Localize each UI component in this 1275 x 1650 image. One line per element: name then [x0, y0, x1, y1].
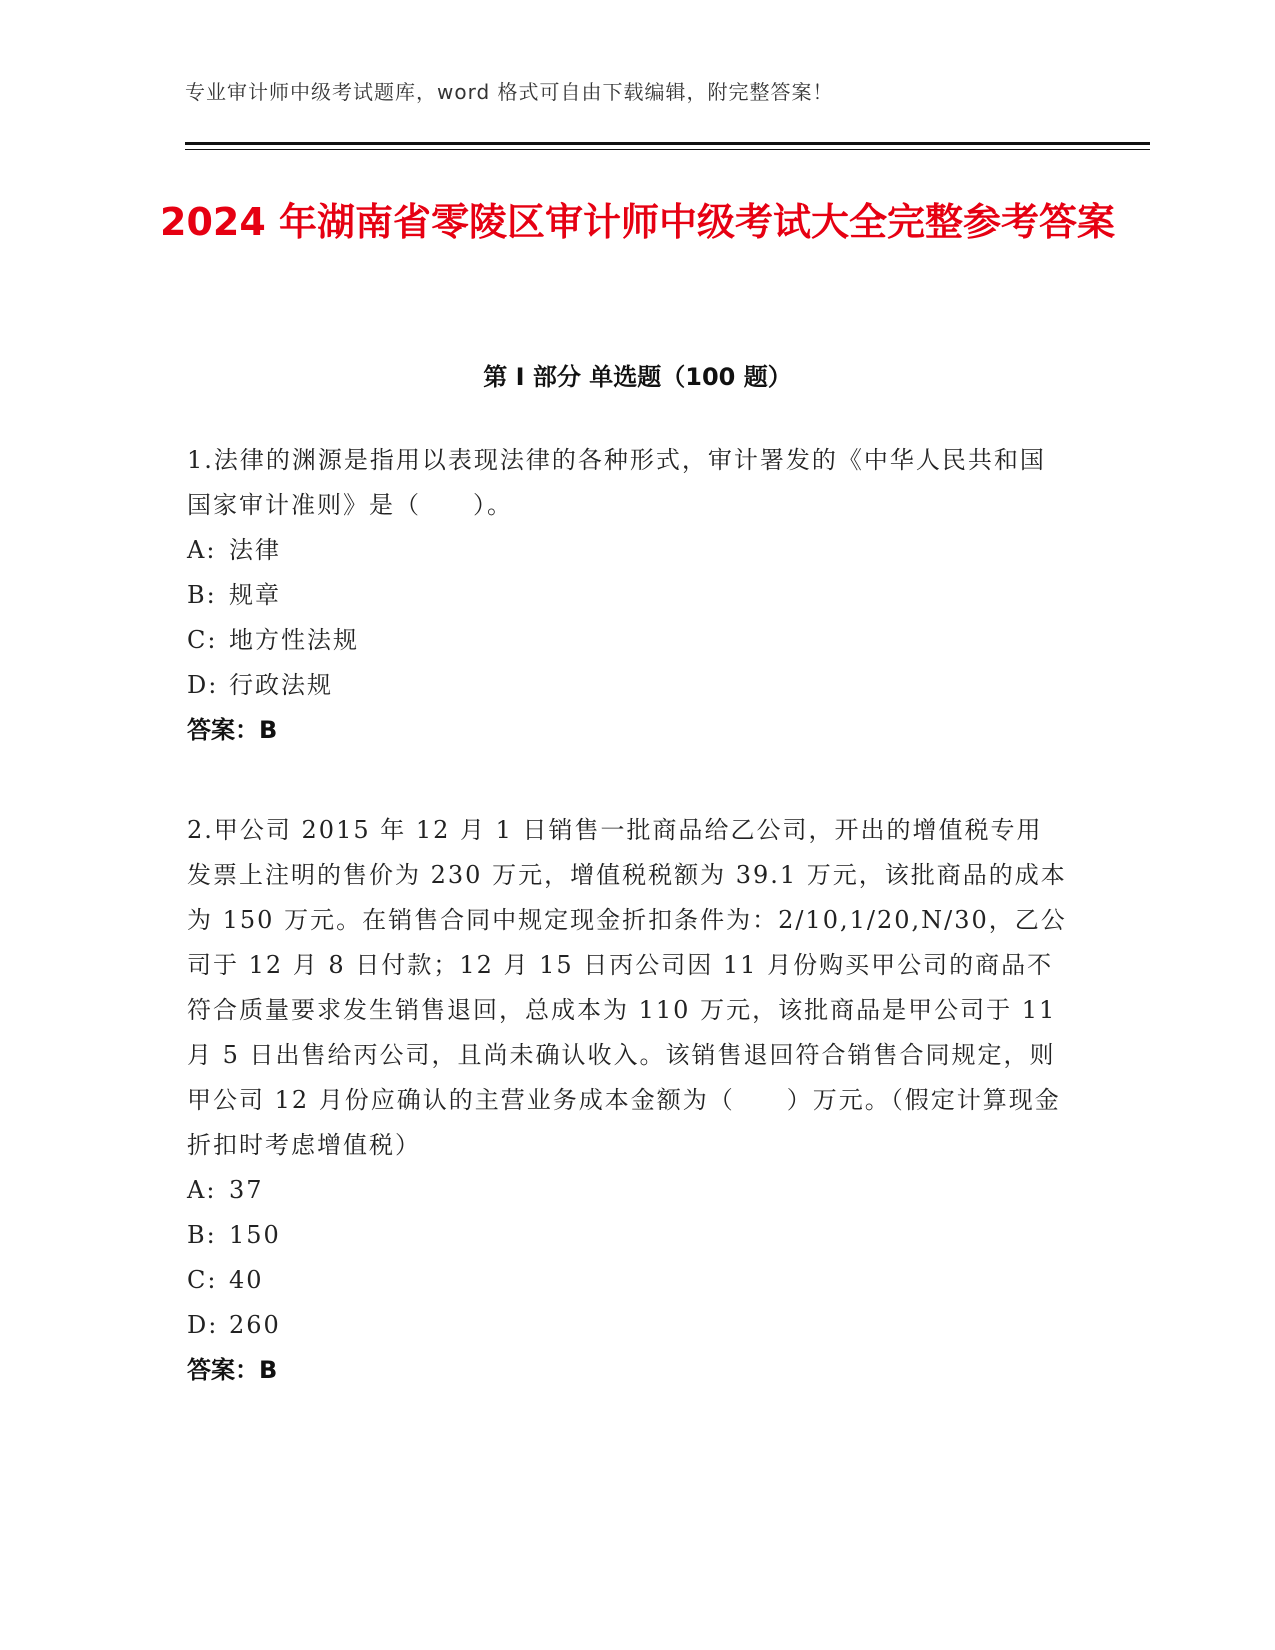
- option-a: [187, 528, 1067, 573]
- option-text: 37: [229, 1176, 264, 1204]
- option-letter: B:: [187, 581, 217, 609]
- option-letter: D:: [187, 1311, 219, 1339]
- option-c: [187, 618, 1067, 663]
- question-text: 2.甲公司 2015 年 12 月 1 日销售一批商品给乙公司，开出的增值税专用发票上注明的售价为 230 万元，增值税税额为 39.1 万元，该批商品的成本为 150 万元。在销售合同中规定现金折扣条件为：2/10,1/20,N/30，乙公司于 12 月 8 日付款；12 月 15 日丙公司因 11 月份购买甲公司的商品不符合质量要求发生销售退回，总成本为 110 万元，该批商品是甲公司于 11 月 5 日出售给丙公司，且尚未确认收入。该销售退回符合销售合同规定，则甲公司 12 月份应确认的主营业务成本金额为（ ）万元。（假定计算现金折扣时考虑增值税）: [187, 816, 1067, 1159]
- option-letter: A:: [187, 1176, 217, 1204]
- header-rule-thin: [185, 149, 1150, 150]
- question-1: [187, 438, 1067, 753]
- option-letter: D:: [187, 671, 219, 699]
- option-b: [187, 573, 1067, 618]
- header-note: 专业审计师中级考试题库，word 格式可自由下载编辑，附完整答案！: [185, 80, 834, 104]
- option-letter: A:: [187, 536, 217, 564]
- option-text: 地方性法规: [229, 626, 359, 654]
- option-text: 规章: [229, 581, 281, 609]
- option-a: [187, 1168, 1067, 1213]
- question-2: [187, 808, 1067, 1393]
- question-list: [187, 438, 1067, 1448]
- option-letter: C:: [187, 626, 218, 654]
- option-text: 法律: [229, 536, 281, 564]
- section-title: 第 I 部分 单选题（100 题）: [483, 363, 792, 391]
- option-text: 行政法规: [229, 671, 333, 699]
- answer: 答案：B: [187, 716, 278, 744]
- header-rule-thick: [185, 142, 1150, 145]
- question-text: 1.法律的渊源是指用以表现法律的各种形式，审计署发的《中华人民共和国国家审计准则》是（ ）。: [187, 446, 1046, 519]
- option-letter: C:: [187, 1266, 218, 1294]
- option-d: [187, 1303, 1067, 1348]
- option-d: [187, 663, 1067, 708]
- option-letter: B:: [187, 1221, 217, 1249]
- option-text: 150: [229, 1221, 281, 1249]
- option-b: [187, 1213, 1067, 1258]
- document-title: 2024 年湖南省零陵区审计师中级考试大全完整参考答案: [160, 200, 1115, 244]
- option-text: 40: [229, 1266, 264, 1294]
- option-text: 260: [229, 1311, 281, 1339]
- option-c: [187, 1258, 1067, 1303]
- answer: 答案：B: [187, 1356, 278, 1384]
